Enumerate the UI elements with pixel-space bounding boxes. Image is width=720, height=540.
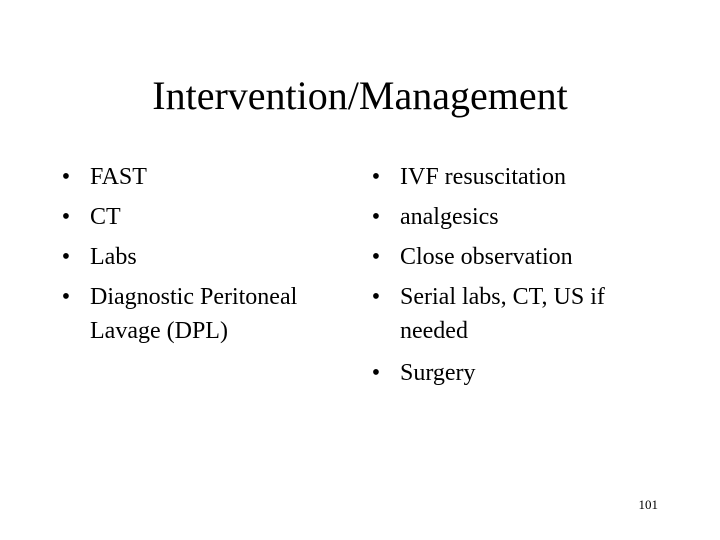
slide-title: Intervention/Management <box>152 73 568 118</box>
bullet-icon: • <box>371 164 381 190</box>
list-item-text: Serial labs, CT, US if needed <box>400 284 605 344</box>
list-item <box>56 280 356 348</box>
list-item-text: CT <box>90 204 121 230</box>
bullet-icon: • <box>61 244 71 270</box>
bullet-icon: • <box>61 164 71 190</box>
list-item-text: Close observation <box>400 244 573 270</box>
list-item-text: Surgery <box>400 360 476 386</box>
bullet-icon: • <box>371 244 381 270</box>
list-item <box>366 356 666 390</box>
bullet-icon: • <box>371 204 381 230</box>
list-item-text: analgesics <box>400 204 499 230</box>
list-item <box>366 160 666 194</box>
left-bullet-list <box>56 160 356 354</box>
list-item <box>56 240 356 274</box>
right-bullet-list <box>366 160 666 396</box>
bullet-icon: • <box>371 360 381 386</box>
list-item <box>56 160 356 194</box>
bullet-icon: • <box>61 284 71 310</box>
bullet-icon: • <box>371 284 381 310</box>
list-item-text: FAST <box>90 164 147 190</box>
bullet-icon: • <box>61 204 71 230</box>
page-number: 101 <box>638 497 658 512</box>
list-item <box>366 280 666 348</box>
list-item <box>56 200 356 234</box>
list-item-text: Labs <box>90 244 137 270</box>
list-item-text: Diagnostic Peritoneal Lavage (DPL) <box>90 284 298 344</box>
list-item <box>366 200 666 234</box>
list-item <box>366 240 666 274</box>
list-item-text: IVF resuscitation <box>400 164 566 190</box>
